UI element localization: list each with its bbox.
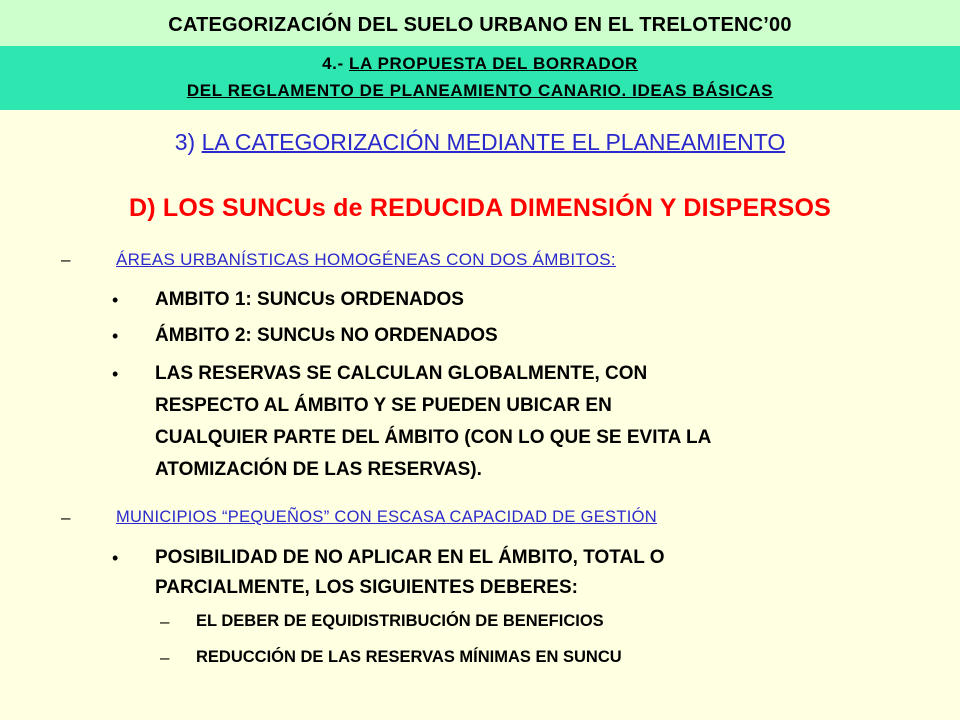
bullet-text-reservas-3: CUALQUIER PARTE DEL ÁMBITO (CON LO QUE SE EVITA LA bbox=[155, 427, 712, 448]
bullet-icon: • bbox=[112, 364, 119, 384]
section-heading bbox=[0, 129, 960, 156]
bullet-text-ambito-1: AMBITO 1: SUNCUs ORDENADOS bbox=[155, 289, 464, 310]
slide-title: CATEGORIZACIÓN DEL SUELO URBANO EN EL TRELOTENC’00 bbox=[168, 14, 792, 36]
section-heading-text: LA CATEGORIZACIÓN MEDIANTE EL PLANEAMIENTO bbox=[201, 129, 786, 155]
bullet-icon: • bbox=[112, 290, 119, 310]
subtitle-prefix: 4.- bbox=[322, 54, 350, 73]
bullet-text-reservas-1: LAS RESERVAS SE CALCULAN GLOBALMENTE, CON bbox=[155, 363, 648, 384]
subitem-equidistribucion: EL DEBER DE EQUIDISTRIBUCIÓN DE BENEFICIOS bbox=[196, 612, 604, 630]
subtitle-text-1: LA PROPUESTA DEL BORRADOR bbox=[349, 54, 638, 73]
subtitle-line-1 bbox=[0, 54, 960, 74]
dash-marker: – bbox=[61, 508, 71, 527]
bullet-text-reservas-2: RESPECTO AL ÁMBITO Y SE PUEDEN UBICAR EN bbox=[155, 395, 612, 416]
bullet-text-reservas-4: ATOMIZACIÓN DE LAS RESERVAS). bbox=[155, 459, 482, 480]
section-number: 3) bbox=[174, 129, 202, 155]
bullet-icon: • bbox=[112, 326, 119, 346]
bullet-text-ambito-2: ÁMBITO 2: SUNCUs NO ORDENADOS bbox=[155, 325, 498, 346]
sub-dash-marker: – bbox=[160, 648, 170, 667]
bullet-icon: • bbox=[112, 548, 119, 568]
subtitle-line-2: DEL REGLAMENTO DE PLANEAMIENTO CANARIO. IDEAS BÁSICAS bbox=[186, 81, 774, 100]
subsection-heading: D) LOS SUNCUs de REDUCIDA DIMENSIÓN Y DISPERSOS bbox=[128, 194, 832, 222]
block-title-municipios: MUNICIPIOS “PEQUEÑOS” CON ESCASA CAPACIDAD DE GESTIÓN bbox=[116, 508, 657, 526]
bullet-text-posibilidad-1: POSIBILIDAD DE NO APLICAR EN EL ÁMBITO, TOTAL O bbox=[155, 547, 665, 568]
subitem-reduccion: REDUCCIÓN DE LAS RESERVAS MÍNIMAS EN SUNCU bbox=[196, 648, 622, 666]
bullet-text-posibilidad-2: PARCIALMENTE, LOS SIGUIENTES DEBERES: bbox=[155, 577, 578, 598]
block-title-areas: ÁREAS URBANÍSTICAS HOMOGÉNEAS CON DOS ÁMBITOS: bbox=[116, 250, 616, 269]
dash-marker: – bbox=[61, 250, 71, 269]
sub-dash-marker: – bbox=[160, 612, 170, 631]
